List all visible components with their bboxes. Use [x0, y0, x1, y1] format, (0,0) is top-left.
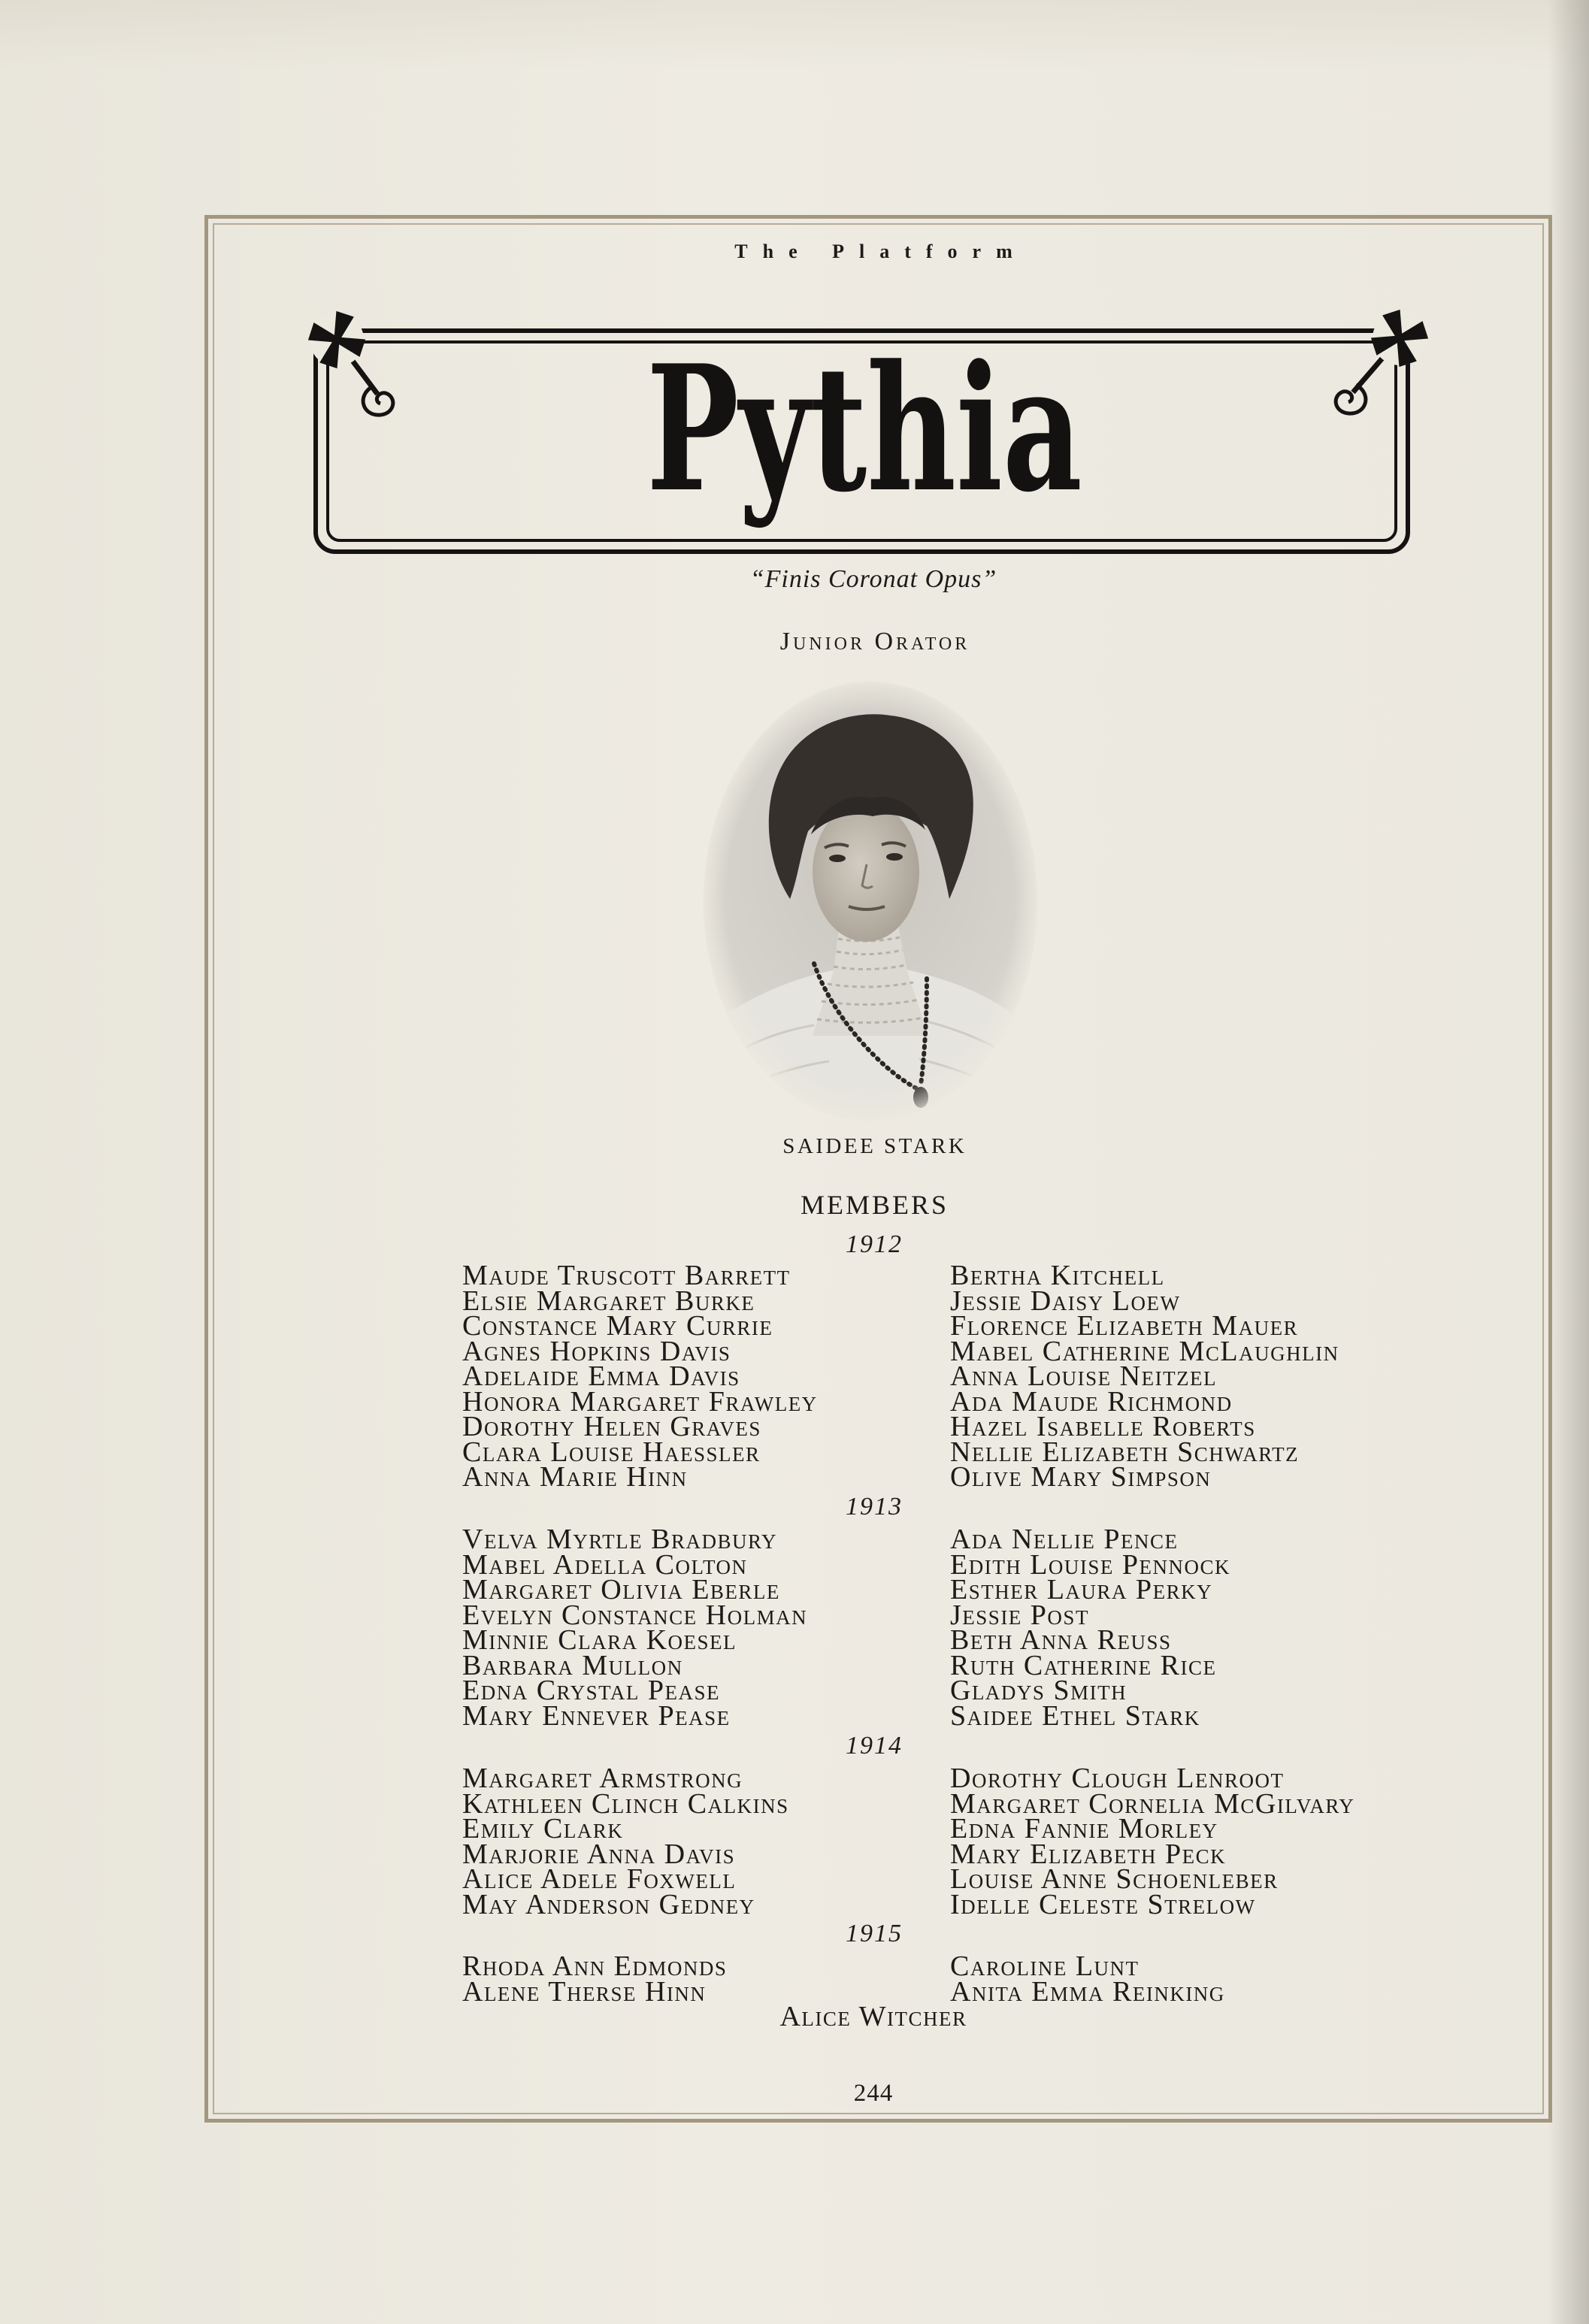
member-name: Rhoda Ann Edmonds [462, 1950, 728, 1982]
member-name: Anna Marie Hinn [462, 1461, 688, 1493]
class-year-heading: 1914 [846, 1732, 903, 1760]
member-name: May Anderson Gedney [462, 1888, 755, 1920]
class-1913-list [0, 1524, 1589, 1768]
member-name: Alene Therse Hinn [462, 1975, 707, 2008]
member-name: Constance Mary Currie [462, 1310, 773, 1342]
member-name: Bertha Kitchell [950, 1260, 1165, 1291]
member-name: Caroline Lunt [950, 1950, 1140, 1982]
class-1912-left-column [462, 1260, 818, 1493]
class-1915-right-column [950, 1950, 1225, 2008]
class-1913-right-column [950, 1524, 1231, 1732]
member-name: Minnie Clara Koesel [462, 1624, 737, 1656]
member-name: Kathleen Clinch Calkins [462, 1787, 789, 1820]
member-name: Barbara Mullon [462, 1649, 683, 1681]
member-name: Clara Louise Haessler [462, 1436, 761, 1468]
member-name: Hazel Isabelle Roberts [950, 1411, 1256, 1442]
member-name: Mary Ennever Pease [462, 1699, 731, 1732]
class-1912-list [0, 1260, 1589, 1504]
feature-heading: Junior Orator [779, 628, 970, 655]
member-name: Honora Margaret Frawley [462, 1385, 818, 1418]
member-name: Margaret Armstrong [462, 1763, 743, 1794]
member-name: Nellie Elizabeth Schwartz [950, 1436, 1300, 1468]
class-1912-right-column [950, 1260, 1339, 1493]
member-name: Jessie Daisy Loew [950, 1285, 1181, 1317]
member-name: Edna Crystal Pease [462, 1675, 721, 1706]
member-name: Jessie Post [950, 1599, 1089, 1631]
member-name: Esther Laura Perky [950, 1574, 1213, 1605]
society-title: Pythia [646, 328, 1082, 531]
society-motto: “Finis Coronat Opus” [749, 565, 997, 593]
member-name: Olive Mary Simpson [950, 1461, 1212, 1493]
scroll-ornament-icon [1336, 385, 1366, 413]
member-name: Marjorie Anna Davis [462, 1838, 736, 1870]
member-name: Emily Clark [462, 1813, 624, 1844]
member-name: Dorothy Helen Graves [462, 1411, 761, 1442]
page-number: 244 [853, 2080, 894, 2107]
class-1914-right-column [950, 1763, 1355, 1920]
class-1914-left-column [462, 1763, 789, 1920]
member-name: Evelyn Constance Holman [462, 1599, 808, 1631]
class-1913-left-column [462, 1524, 808, 1732]
member-name: Margaret Olivia Eberle [462, 1574, 780, 1605]
member-name-centered: Alice Witcher [779, 2001, 967, 2032]
member-name: Saidee Ethel Stark [950, 1699, 1200, 1732]
cross-ornament-icon [303, 306, 371, 374]
member-name: Beth Anna Reuss [950, 1624, 1172, 1656]
members-heading: MEMBERS [800, 1190, 949, 1220]
member-name: Adelaide Emma Davis [462, 1360, 740, 1392]
class-1915-list [0, 1950, 1589, 2008]
class-1915-left-column [462, 1950, 728, 2008]
member-name: Maude Truscott Barrett [462, 1260, 791, 1291]
member-name: Anita Emma Reinking [950, 1975, 1225, 2008]
portrait-photo [701, 679, 1040, 1123]
class-year-heading: 1913 [846, 1493, 903, 1521]
member-name: Anna Louise Neitzel [950, 1360, 1218, 1392]
class-year-heading: 1912 [846, 1230, 903, 1258]
member-name: Mary Elizabeth Peck [950, 1838, 1227, 1870]
portrait-caption: SAIDEE STARK [782, 1134, 967, 1158]
member-name: Dorothy Clough Lenroot [950, 1763, 1285, 1794]
member-name: Ruth Catherine Rice [950, 1649, 1217, 1681]
running-head: The Platform [734, 241, 1028, 262]
member-name: Mabel Catherine McLaughlin [950, 1335, 1339, 1367]
class-year-heading: 1915 [846, 1920, 903, 1947]
member-name: Mabel Adella Colton [462, 1548, 748, 1581]
member-name: Gladys Smith [950, 1675, 1127, 1706]
member-name: Agnes Hopkins Davis [462, 1335, 731, 1367]
member-name: Velva Myrtle Bradbury [462, 1524, 777, 1555]
member-name: Florence Elizabeth Mauer [950, 1310, 1299, 1342]
member-name: Alice Adele Foxwell [462, 1863, 737, 1895]
member-name: Louise Anne Schoenleber [950, 1863, 1279, 1895]
member-name: Ada Nellie Pence [950, 1524, 1179, 1555]
member-name: Edith Louise Pennock [950, 1548, 1231, 1581]
member-name: Margaret Cornelia McGilvary [950, 1787, 1355, 1820]
member-name: Edna Fannie Morley [950, 1813, 1218, 1844]
member-name: Elsie Margaret Burke [462, 1285, 755, 1317]
member-name: Idelle Celeste Strelow [950, 1888, 1256, 1920]
member-name: Ada Maude Richmond [950, 1385, 1233, 1418]
